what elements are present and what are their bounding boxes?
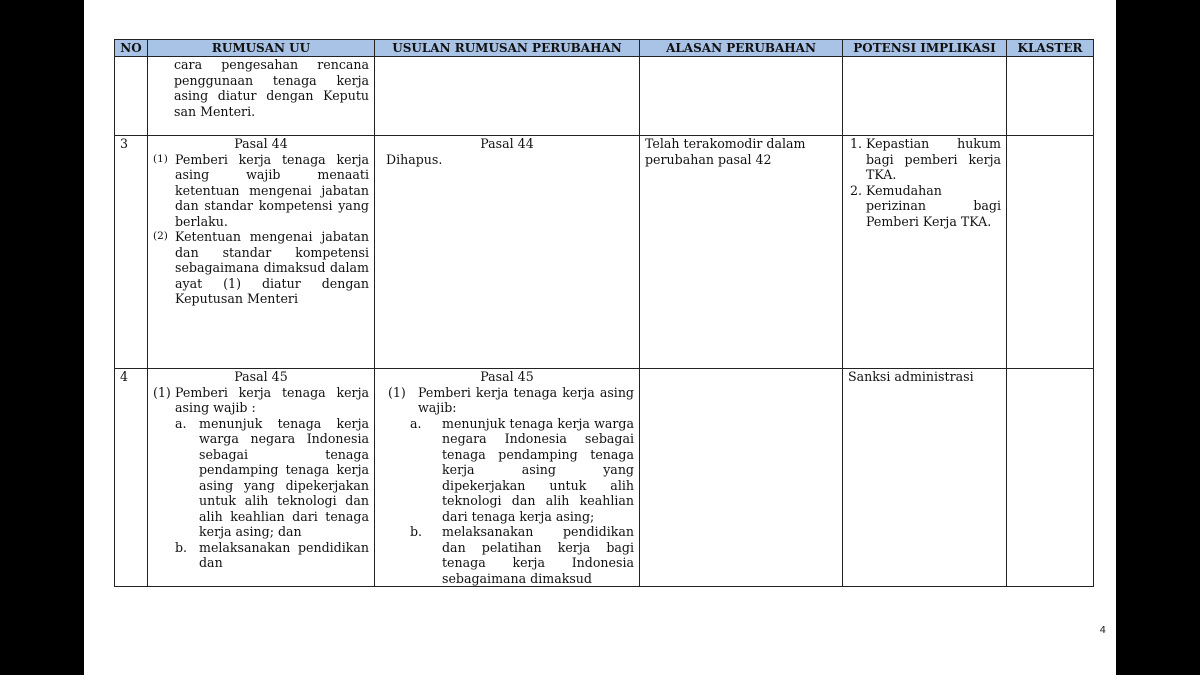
header-usulan: USULAN RUMUSAN PERUBAHAN	[375, 40, 640, 57]
cell-implikasi: Sanksi administrasi	[843, 369, 1007, 587]
implikasi-list	[848, 136, 1001, 229]
ayat-item	[153, 385, 369, 416]
sub-letter: b.	[410, 524, 423, 539]
sub-text: menunjuk tenaga kerja warga negara Indonesia sebagai tenaga pendamping tenaga kerja asing yang dipekerjakan untuk alih teknologi dan alih keahlian dari tenaga kerja asing; dan	[199, 415, 369, 539]
cell-klaster	[1007, 136, 1094, 369]
ayat-number: (2)	[153, 230, 168, 242]
sub-text: melaksanakan pendidikan dan	[199, 539, 369, 570]
cell-klaster	[1007, 57, 1094, 136]
ayat-item	[380, 385, 634, 416]
cell-no: 4	[115, 369, 148, 587]
header-potensi-implikasi: POTENSI IMPLIKASI	[843, 40, 1007, 57]
pasal-title: Pasal 44	[480, 136, 534, 151]
sub-letter: b.	[175, 539, 188, 555]
sub-item	[153, 540, 369, 571]
ayat-text: Pemberi kerja tenaga kerja asing wajib menaati ketentuan mengenai jabatan dan standar kompetensi yang berlaku.	[175, 151, 369, 229]
cell-alasan: Telah terakomodir dalam perubahan pasal 42	[640, 136, 843, 369]
comparison-table	[114, 39, 1094, 587]
ayat-text: Pemberi kerja tenaga kerja asing wajib :	[175, 384, 369, 415]
cell-no	[115, 57, 148, 136]
sub-item	[380, 416, 634, 525]
document-page	[84, 0, 1116, 675]
header-alasan: ALASAN PERUBAHAN	[640, 40, 843, 57]
cell-klaster	[1007, 369, 1094, 587]
ayat-number: (1)	[153, 152, 168, 165]
ayat-number: (1)	[388, 384, 406, 400]
sub-letter: a.	[175, 415, 187, 431]
sub-letter: a.	[410, 415, 422, 431]
cell-rumusan	[148, 369, 375, 587]
cell-rumusan	[148, 136, 375, 369]
ayat-text: Ketentuan mengenai jabatan dan standar kompetensi sebagaimana dimaksud dalam ayat (1) diatur dengan Keputusan Menteri	[175, 229, 369, 306]
ayat-number: (1)	[153, 384, 171, 400]
header-rumusan-uu: RUMUSAN UU	[148, 40, 375, 57]
header-klaster: KLASTER	[1007, 40, 1094, 57]
header-no: NO	[115, 40, 148, 57]
cell-implikasi	[843, 57, 1007, 136]
cell-usulan	[375, 57, 640, 136]
sub-item	[153, 416, 369, 540]
cell-alasan	[640, 369, 843, 587]
sub-item	[380, 524, 634, 586]
sub-text: menunjuk tenaga kerja warga negara Indonesia sebagai tenaga pendamping tenaga kerja asing yang dipekerjakan untuk alih teknologi dan alih keahlian dari tenaga kerja asing;	[442, 415, 634, 524]
cell-usulan	[375, 369, 640, 587]
ayat-item	[153, 152, 369, 230]
page-number: 4	[1099, 625, 1106, 636]
cell-usulan	[375, 136, 640, 369]
table-row	[115, 57, 1094, 136]
table-row	[115, 369, 1094, 587]
list-item: 2. Kemudahan perizinan bagi Pemberi Kerja TKA.	[866, 183, 1001, 230]
pasal-title: Pasal 45	[234, 369, 288, 384]
cell-rumusan: cara pengesahan rencana penggunaan tenaga kerja asing diatur dengan Keputu san Menteri.	[148, 57, 375, 136]
table-row	[115, 136, 1094, 369]
list-item: 1. Kepastian hukum bagi pemberi kerja TKA.	[866, 136, 1001, 183]
ayat-item	[153, 229, 369, 307]
pasal-title: Pasal 44	[234, 136, 288, 151]
cell-alasan	[640, 57, 843, 136]
sub-text: melaksanakan pendidikan dan pelatihan kerja bagi tenaga kerja Indonesia sebagaimana dimaksud	[442, 524, 634, 586]
pasal-title: Pasal 45	[480, 369, 534, 384]
cell-implikasi	[843, 136, 1007, 369]
table-header-row	[115, 40, 1094, 57]
cell-no: 3	[115, 136, 148, 369]
usulan-text: Dihapus.	[386, 151, 443, 167]
ayat-text: Pemberi kerja tenaga kerja asing wajib:	[418, 384, 634, 415]
